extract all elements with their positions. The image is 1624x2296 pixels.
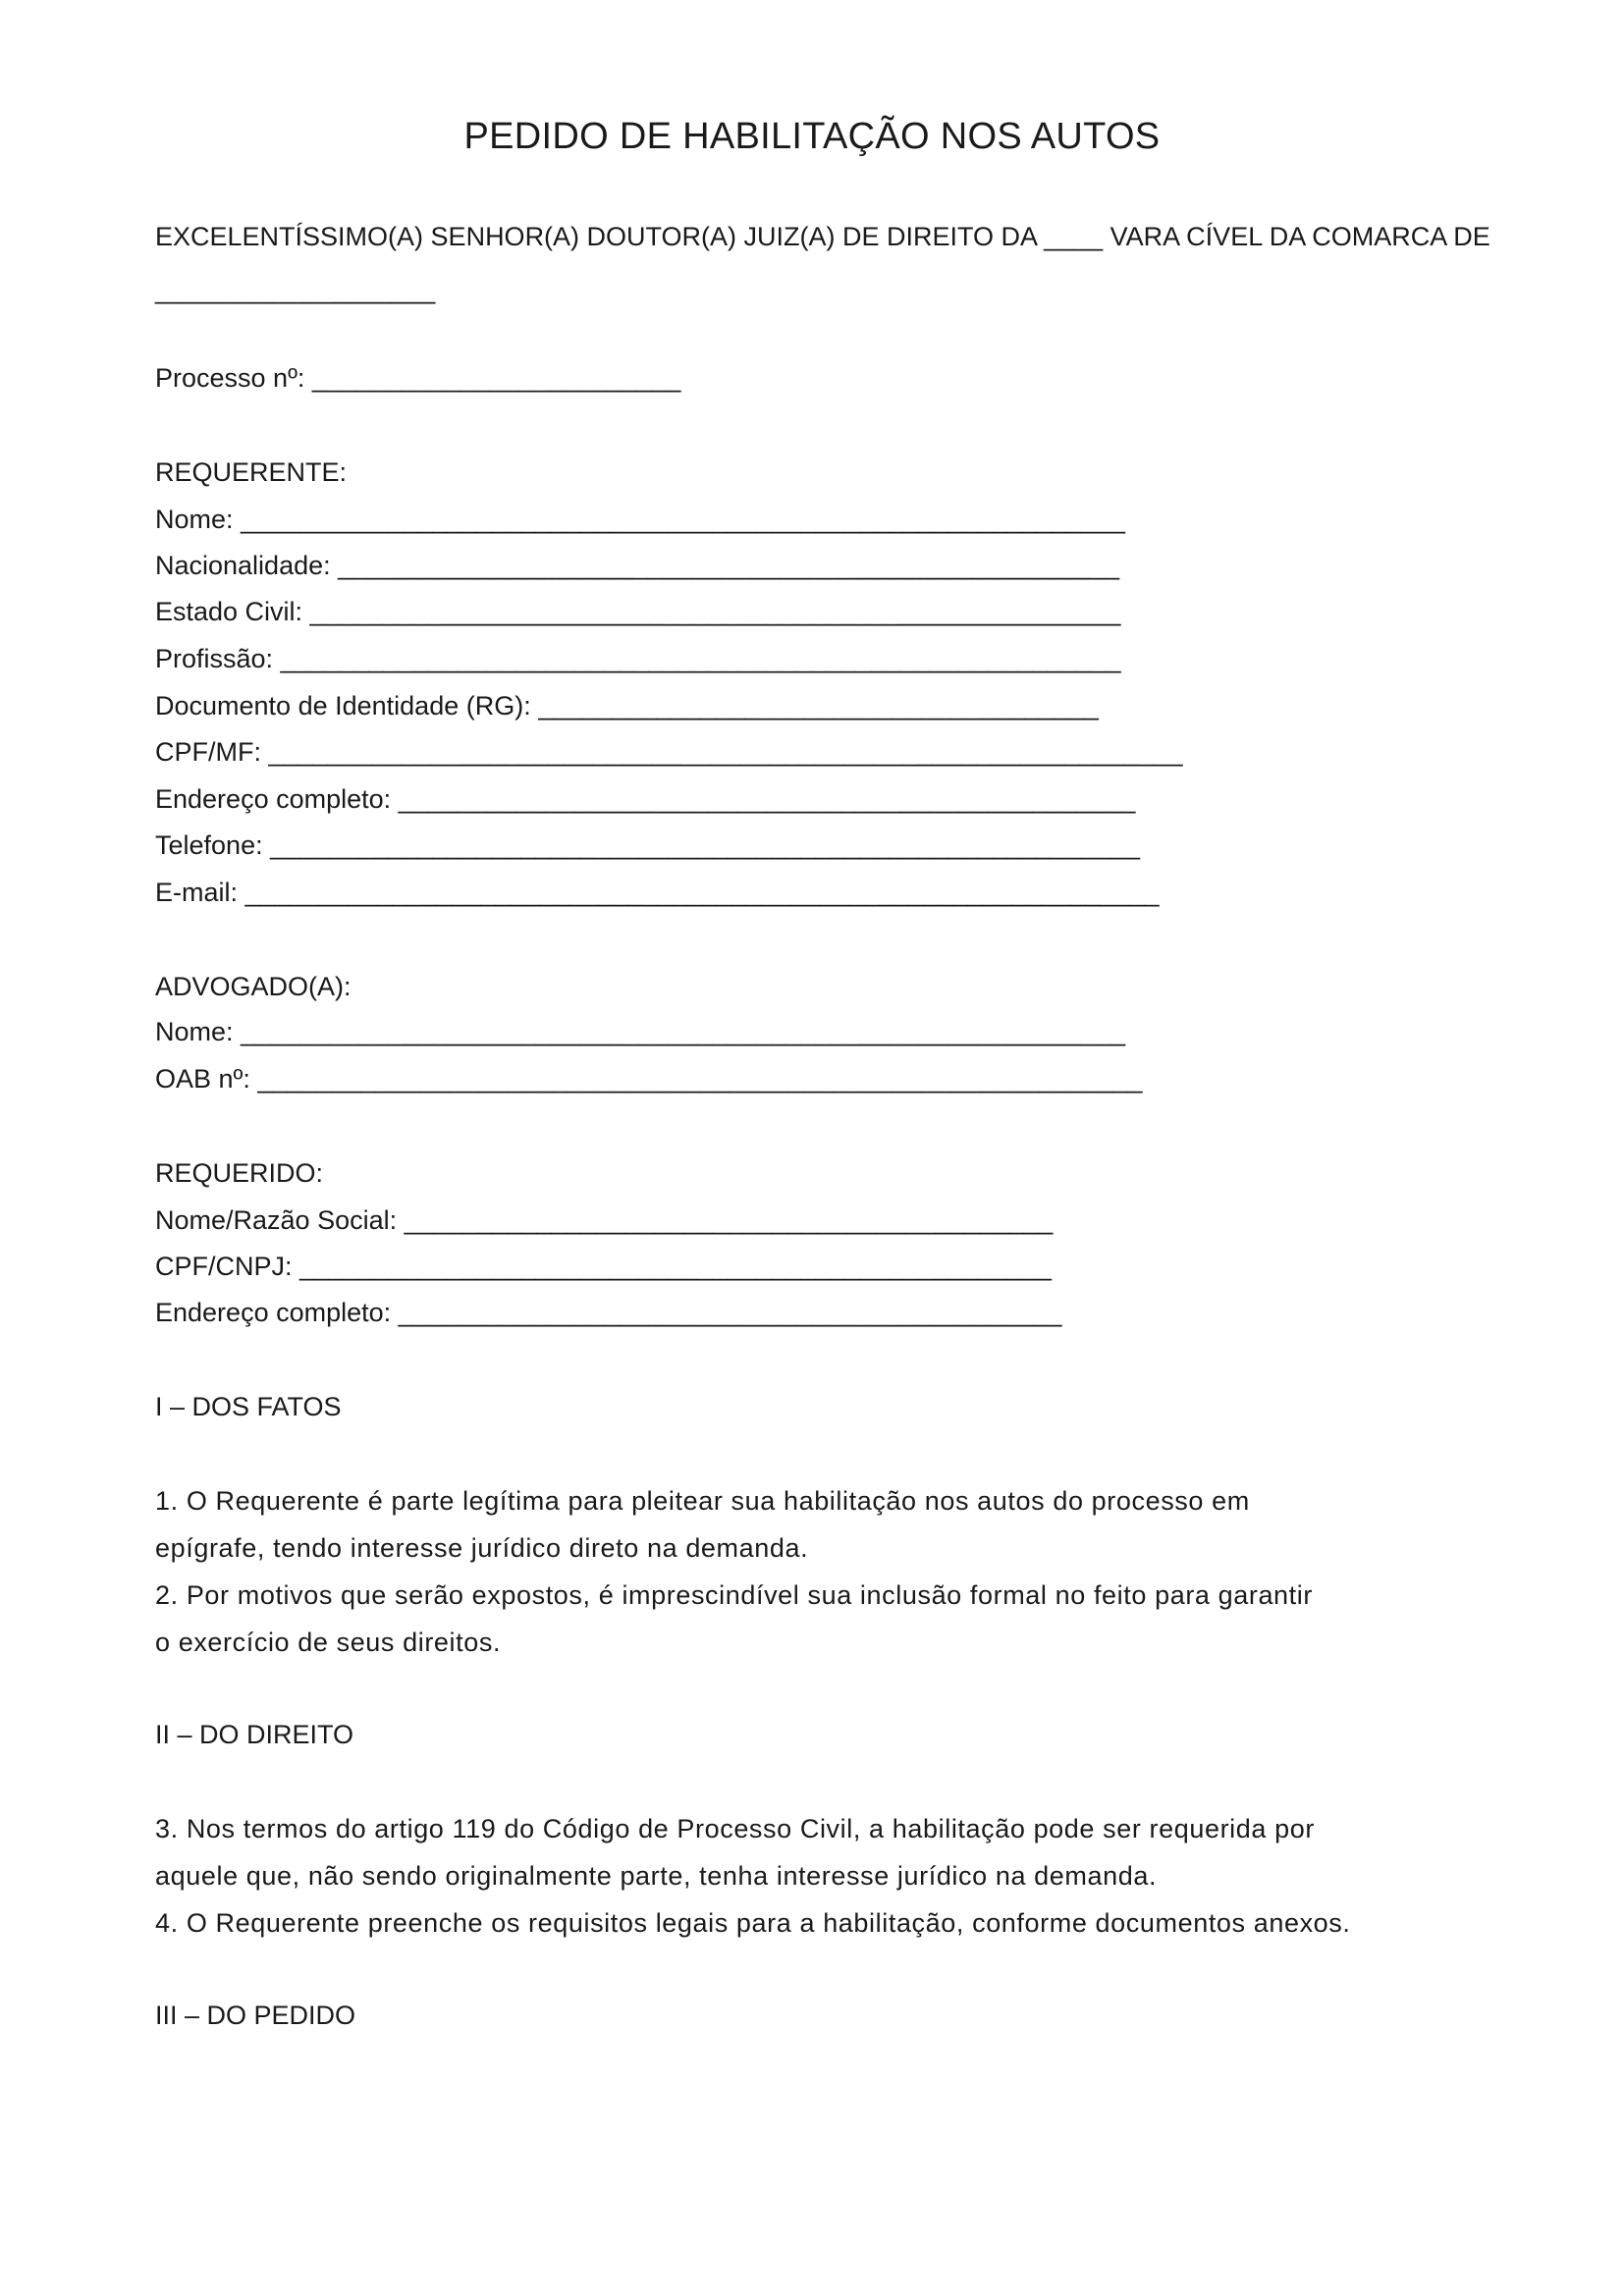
direito-paragraph-3-line-2: aquele que, não sendo originalmente parte, tenha interesse jurídico na demanda. [155, 1861, 1158, 1891]
addressee-line-2: ___________________ [155, 275, 436, 304]
requerente-profissao-field: Profissão: _________________________________________________________ [155, 644, 1121, 673]
fatos-paragraph-1-line-1: 1. O Requerente é parte legítima para pleitear sua habilitação nos autos do processo em [155, 1486, 1250, 1516]
section-fatos-heading: I – DOS FATOS [155, 1392, 342, 1421]
fatos-paragraph-2-line-1: 2. Por motivos que serão expostos, é imprescindível sua inclusão formal no feito para garantir [155, 1580, 1313, 1610]
fatos-paragraph-1-line-2: epígrafe, tendo interesse jurídico direto na demanda. [155, 1533, 809, 1563]
requerente-nacionalidade-field: Nacionalidade: _____________________________________________________ [155, 551, 1119, 580]
addressee-line-1: EXCELENTÍSSIMO(A) SENHOR(A) DOUTOR(A) JUIZ(A) DE DIREITO DA ____ VARA CÍVEL DA COMARCA DE [155, 222, 1490, 251]
advogado-nome-field: Nome: ____________________________________________________________ [155, 1017, 1125, 1046]
fatos-paragraph-2-line-2: o exercício de seus direitos. [155, 1628, 502, 1657]
requerido-nome-razao-field: Nome/Razão Social: ____________________________________________ [155, 1205, 1054, 1235]
requerido-heading: REQUERIDO: [155, 1158, 324, 1188]
document-title: PEDIDO DE HABILITAÇÃO NOS AUTOS [463, 116, 1161, 157]
requerente-email-field: E-mail: ______________________________________________________________ [155, 878, 1160, 907]
requerente-estado-civil-field: Estado Civil: _______________________________________________________ [155, 597, 1121, 626]
direito-paragraph-4-line-1: 4. O Requerente preenche os requisitos legais para a habilitação, conforme documentos anexos. [155, 1908, 1351, 1938]
section-direito-heading: II – DO DIREITO [155, 1720, 354, 1749]
direito-paragraph-3-line-1: 3. Nos termos do artigo 119 do Código de Processo Civil, a habilitação pode ser requerida por [155, 1814, 1315, 1843]
requerente-telefone-field: Telefone: ___________________________________________________________ [155, 830, 1141, 860]
requerente-nome-field: Nome: ____________________________________________________________ [155, 505, 1125, 534]
advogado-oab-field: OAB nº: ____________________________________________________________ [155, 1064, 1143, 1094]
processo-field: Processo nº: _________________________ [155, 363, 681, 393]
requerente-rg-field: Documento de Identidade (RG): ______________________________________ [155, 691, 1099, 721]
requerido-endereco-field: Endereço completo: _____________________________________________ [155, 1298, 1062, 1327]
section-pedido-heading: III – DO PEDIDO [155, 2001, 356, 2030]
advogado-heading: ADVOGADO(A): [155, 972, 352, 1001]
requerido-cpf-cnpj-field: CPF/CNPJ: ___________________________________________________ [155, 1252, 1052, 1281]
requerente-cpf-field: CPF/MF: ______________________________________________________________ [155, 737, 1183, 767]
requerente-endereco-field: Endereço completo: __________________________________________________ [155, 784, 1136, 814]
requerente-heading: REQUERENTE: [155, 457, 348, 487]
